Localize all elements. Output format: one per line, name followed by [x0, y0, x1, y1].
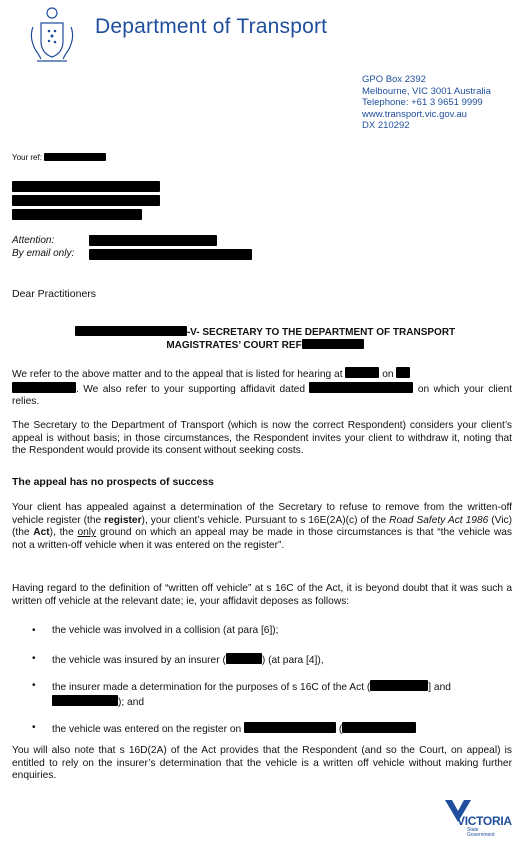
- attention-line: [12, 234, 54, 247]
- redaction: [44, 153, 106, 161]
- redaction: [309, 382, 413, 393]
- coat-of-arms-icon: [27, 5, 77, 65]
- para1-text: on: [382, 369, 394, 380]
- redaction: [342, 722, 416, 733]
- bullet-2: [52, 653, 512, 668]
- bullet-3: [52, 680, 512, 709]
- bullet-dot: •: [32, 625, 36, 636]
- address-line: Telephone: +61 3 9651 9999: [362, 97, 483, 108]
- redaction: [345, 367, 379, 378]
- bullet-4: [52, 722, 512, 737]
- caption-line-2: [30, 339, 500, 352]
- act-title: Road Safety Act 1986: [389, 514, 489, 526]
- redaction: [226, 653, 262, 664]
- para3-text: ), the: [49, 527, 78, 539]
- caption-text-1: -V- SECRETARY TO THE DEPARTMENT OF TRANSPORT: [186, 327, 456, 338]
- bullet-text: ); and: [118, 696, 145, 708]
- bullet-text: (: [338, 724, 343, 735]
- caption-line-1: [30, 326, 500, 339]
- paragraph-3: [12, 502, 512, 552]
- bullet-dot: •: [32, 680, 36, 691]
- ref-label: Your ref:: [12, 153, 42, 162]
- defined-term: register: [104, 514, 142, 526]
- bullet-text: the vehicle was entered on the register on: [52, 724, 242, 735]
- attention-label: Attention:: [12, 235, 55, 246]
- victoria-sub: Government: [467, 832, 495, 838]
- section-heading: The appeal has no prospects of success: [12, 476, 214, 488]
- website-link[interactable]: www.transport.vic.gov.au: [362, 108, 467, 120]
- email-line: [12, 247, 74, 260]
- redaction: [396, 367, 410, 378]
- redaction: [52, 695, 118, 706]
- victoria-word: VICTORIA: [457, 814, 512, 828]
- bullet-text: the vehicle was insured by an insurer (: [52, 655, 226, 666]
- bullet-text: ) (at para [4]),: [261, 655, 324, 666]
- address-line: GPO Box 2392: [362, 74, 426, 85]
- salutation: Dear Practitioners: [12, 288, 97, 300]
- para1-text: We refer to the above matter and to the appeal that is listed for hearing at: [12, 369, 343, 380]
- para3-text: ), your client’s vehicle. Pursuant to s 16E(2A)(c) of the: [141, 514, 390, 526]
- para3-text: ground on which an appeal may be made in those circumstances is that “the vehicle was not a written-off vehicle when it was entered on the register”.: [12, 527, 513, 551]
- bullet-text: the insurer made a determination for the purposes of s 16C of the Act (: [52, 682, 371, 693]
- redaction: [12, 181, 160, 192]
- para3-text: (Vic) (the: [12, 514, 513, 539]
- bullet-text: ] and: [428, 682, 451, 693]
- paragraph-2: The Secretary to the Department of Transport (which is now the correct Respondent) considers your client’s appeal is without basis; in those circumstances, the Respondent invites your client to withdraw it, noting that the Respondent would provide its consent without seeking costs.: [12, 420, 512, 457]
- email-label: By email only:: [12, 248, 75, 259]
- redaction: [370, 680, 428, 691]
- emphasis: only: [77, 527, 97, 539]
- department-title: Department of Transport: [95, 15, 328, 38]
- paragraph-4: Having regard to the definition of “written off vehicle” at s 16C of the Act, it is beyond doubt that it was such a written off vehicle at the relevant date; ie, your affidavit deposes as follows:: [12, 583, 512, 607]
- caption-text-2: MAGISTRATES’ COURT REF: [166, 340, 302, 351]
- matter-caption: [30, 326, 500, 352]
- address-line: Melbourne, VIC 3001 Australia: [362, 85, 491, 97]
- redaction: [12, 382, 76, 393]
- redaction: [244, 722, 336, 733]
- address-line: DX 210292: [362, 120, 410, 131]
- victoria-wordmark: [457, 814, 512, 838]
- paragraph-5: You will also note that s 16D(2A) of the Act provides that the Respondent (and so the Court, on appeal) is entitled to rely on the insurer’s determination that the vehicle is a written off vehicle without making further enquiries.: [12, 745, 512, 782]
- para1-text: . We also refer to your supporting affidavit dated: [76, 383, 306, 395]
- para3-text: Your client has appealed against a determination of the Secretary to refuse to remove from the written-off vehicle register (the: [12, 502, 512, 526]
- redaction: [302, 339, 364, 349]
- para1-text: on which your client relies.: [12, 383, 512, 408]
- redaction: [12, 209, 142, 220]
- your-ref: [12, 153, 106, 162]
- address-block: [362, 74, 491, 132]
- redaction: [89, 235, 217, 246]
- bullet-dot: •: [32, 653, 36, 664]
- paragraph-1: [12, 367, 512, 409]
- redaction: [89, 249, 252, 260]
- redaction: [75, 326, 187, 336]
- victoria-sub: State: [467, 827, 479, 833]
- defined-term: Act: [33, 527, 50, 539]
- bullet-1: the vehicle was involved in a collision (at para [6]);: [52, 625, 279, 636]
- redaction: [12, 195, 160, 206]
- bullet-dot: •: [32, 722, 36, 733]
